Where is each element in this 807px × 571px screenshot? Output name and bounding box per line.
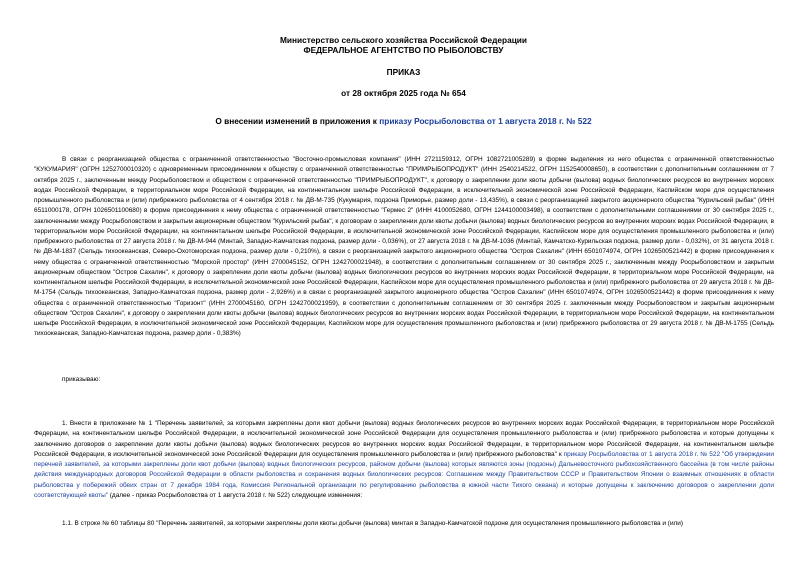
order-subject-link[interactable]: приказу Росрыболовства от 1 августа 2018 г. № 522 xyxy=(379,116,592,126)
order-verb: приказываю: xyxy=(62,376,101,383)
order-heading: ПРИКАЗ xyxy=(386,67,421,77)
order-subject xyxy=(0,116,807,127)
preamble-paragraph: В связи с реорганизацией общества с ограниченной ответственностью "Восточно-промысловая компания" (ИНН 2721159312, ОГРН 1082721005289) в форме выделения из него общества с ограниченной ответственностью "КУКУМАРИЯ" (ОГРН 1252700010320) с одновременным присоединением к обществу с ограниченной ответственностью "ПРИМРЫБОПРОДУКТ" (ИНН 2540214522, ОГРН 1152540008650), в соответствии с дополнительным соглашением от 7 октября 2025 г., заключенным между Росрыболовством и обществом с ограниченной ответственностью "ПРИМРЫБОПРОДУКТ", к договору о закреплении доли квоты добычи (вылова) водных биологических ресурсов во внутренних морских водах Российской Федерации, в территориальном море Российской Федерации, на континентальном шельфе Российской Федерации, в исключительной экономической зоне Российской Федерации, Каспийском море для осуществления промышленного рыболовства и (или) прибрежного рыболовства от 4 сентября 2018 г. № ДВ-М-735 (Кукумария, подзона Приморье, размер доли - 13,435%), в связи с реорганизацией закрытого акционерного общества "Курильский рыбак" (ИНН 6511000178, ОГРН 1026501100680) в форме присоединения к нему общества с ограниченной ответственностью "Гермес 2" (ИНН 4100052680, ОГРН 1244100003498), в соответствии с дополнительными соглашениями от 30 сентября 2025 г., заключенными между Росрыболовством и закрытым акционерным обществом "Курильский рыбак", к договорам о закреплении доли квоты добычи (вылова) водных биологических ресурсов во внутренних морских водах Российской Федерации, в территориальном море Российской Федерации, на континентальном шельфе Российской Федерации, в исключительной экономической зоне Российской Федерации, Каспийском море для осуществления промышленного рыболовства и (или) прибрежного рыболовства от 27 августа 2018 г. № ДВ-М-944 (Минтай, Западно-Камчатская подзона, размер доли - 0,036%), от 27 августа 2018 г. № ДВ-М-1036 (Минтай, Камчатско-Курильская подзона, размер доли - 0,032%), от 31 августа 2018 г. № ДВ-М-1837 (Сельдь тихоокеанская, Северо-Охотоморская подзона, размер доли - 0,210%), в связи с реорганизацией закрытого акционерного общества "Остров Сахалин" (ИНН 6501074974, ОГРН 1026500521442) в форме присоединения к нему общества с ограниченной ответственностью "Морской простор" (ИНН 2700045152, ОГРН 1242700021948), в соответствии с дополнительным соглашением от 30 сентября 2025 г., заключенным между Росрыболовством и закрытым акционерным обществом "Остров Сахалин", к договору о закреплении доли квоты добычи (вылова) водных биологических ресурсов во внутренних морских водах Российской Федерации, в территориальном море Российской Федерации, на континентальном шельфе Российской Федерации, в исключительной экономической зоне Российской Федерации, Каспийском море для осуществления промышленного рыболовства и (или) прибрежного рыболовства от 29 августа 2018 г. № ДВ-М-1754 (Сельдь тихоокеанская, Западно-Камчатская подзона, размер доли - 2,926%) и в связи с реорганизацией закрытого акционерного общества "Остров Сахалин" (ИНН 6501074974, ОГРН 1026500521442) в форме присоединения к нему общества с ограниченной ответственностью "Горизонт" (ИНН 2700045160, ОГРН 1242700021959), в соответствии с дополнительным соглашением от 30 сентября 2025 г. заключенным между Росрыболовством и закрытым акционерным обществом "Остров Сахалин", к договору о закреплении доли квоты добычи (вылова) водных биологических ресурсов во внутренних морских водах Российской Федерации, в территориальном море Российской Федерации, на континентальном шельфе Российской Федерации, в исключительной экономической зоне Российской Федерации, Каспийском море для осуществления промышленного рыболовства и (или) прибрежного рыболовства от 29 августа 2018 г. № ДВ-М-1755 (Сельдь тихоокеанская, Западно-Камчатская подзона, размер доли - 0,383%) xyxy=(34,156,774,338)
item-1-prefix: 1. Внести в приложение № 1 "Перечень заявителей, за которыми закреплены доли квот добычи (вылова) водных биологических ресурсов во внутренних морских водах Российской Федерации, в территориальном море Российской Федерации, на континентальном шельфе Российской Федерации, в исключительной экономической зоне Российской Федерации для осуществления промышленного рыболовства и (или) прибрежного рыболовства и которые допущены к заключению договоров о закреплении доли квоты добычи (вылова) водных биологических ресурсов во внутренних морских водах Российской Федерации, в территориальном море Российской Федерации, на континентальном шельфе Российской Федерации, в исключительной экономической зоне Российской Федерации для осуществления промышленного рыболовства и (или) прибрежного рыболовства" к xyxy=(34,420,774,458)
order-subject-prefix: О внесении изменений в приложения к xyxy=(215,116,380,126)
agency-name: ФЕДЕРАЛЬНОЕ АГЕНТСТВО ПО РЫБОЛОВСТВУ xyxy=(303,45,504,55)
item-1-link[interactable]: приказу Росрыболовства от 1 августа 2018 г. № 522 "Об утверждении перечней заявителей, за которыми закреплены доли квот добычи (вылова) водных биологических ресурсов, районом добычи (вылова) которых являются зоны (подзоны) Дальневосточного рыбохозяйственного бассейна (в том числе районы действия международных договоров Российской Федерации в области рыболовства и сохранения водных биологических ресурсов: Соглашение между Правительством СССР и Правительством Японии о взаимных отношениях в области рыболовства у побережий обеих стран от 7 декабря 1984 года, Комиссия Региональной организации по регулированию рыболовства в южной части Тихого океана) и которые допущены к заключению договоров о закреплении доли соответствующей квоты" xyxy=(34,450,774,499)
item-1-paragraph xyxy=(34,419,774,501)
item-1-suffix: (далее - приказ Росрыболовства от 1 августа 2018 г. № 522) следующие изменения: xyxy=(108,491,363,499)
item-1-1-paragraph: 1.1. В строке № 60 таблицы 80 "Перечень заявителей, за которыми закреплены доли квоты добычи (вылова) минтая в Западно-Камчатской подзоне для осуществления промышленного рыболовства и (или) xyxy=(62,520,684,527)
ministry-name: Министерство сельского хозяйства Российской Федерации xyxy=(280,35,527,45)
order-date: от 28 октября 2025 года № 654 xyxy=(341,88,466,98)
